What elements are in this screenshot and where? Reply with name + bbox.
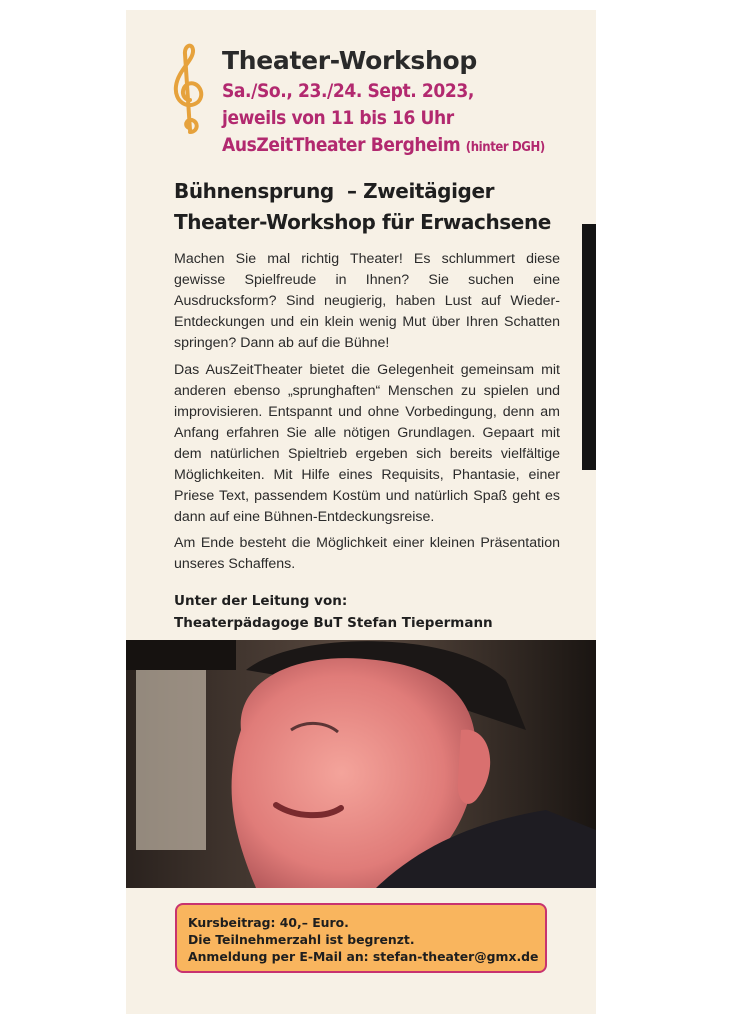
headline-line-1: Bühnensprung – Zweitägiger [174,179,495,203]
course-fee: Kursbeitrag: 40,– Euro. [188,915,349,930]
paragraph-intro: Machen Sie mal richtig Theater! Es schlummert diese gewisse Spielfreude in Ihnen? Sie suchen eine Ausdrucksform? Sind neugierig, haben Lust auf Wieder-Entdeckungen und ein klein wenig Mut über Ihren Schatten springen? Dann ab auf die Bühne! [174,251,560,351]
workshop-headline [174,176,551,238]
registration-email: Anmeldung per E-Mail an: stefan-theater@gmx.de [188,949,539,964]
decorative-side-bar [582,224,596,470]
event-date: Sa./So., 23./24. Sept. 2023, [222,80,474,102]
description [174,249,560,580]
event-time: jeweils von 11 bis 16 Uhr [222,107,454,129]
event-header [222,44,545,161]
venue-name: AusZeitTheater Bergheim [222,134,461,156]
paragraph-ending: Am Ende besteht die Möglichkeit einer kleinen Präsentation unseres Schaffens. [174,535,560,572]
paragraph-details: Das AusZeitTheater bietet die Gelegenheit gemeinsam mit anderen ebenso „sprunghaften“ Menschen zu spielen und improvisieren. Entspannt und ohne Vorbedingung, denn am Anfang erfahren Sie alle nötigen Grundlagen. Gepaart mit dem natürlichen Spieltrieb ergeben sich bereits vielfältige Möglichkeiten. Mit Hilfe eines Requisits, Phantasie, einer Priese Text, passendem Kostüm und natürlich Spaß geht es dann auf eine Bühnen-Entdeckungsreise. [174,362,560,525]
event-venue [222,132,545,161]
info-box [175,903,547,973]
participant-limit: Die Teilnehmerzahl ist begrenzt. [188,932,415,947]
event-title: Theater-Workshop [222,46,477,75]
leader-label: Unter der Leitung von: [174,593,348,609]
leader-info [174,590,493,634]
leader-name: Theaterpädagoge BuT Stefan Tiepermann [174,615,493,631]
instructor-photo [126,640,596,888]
treble-clef-icon [168,40,208,140]
headline-line-2: Theater-Workshop für Erwachsene [174,210,551,234]
venue-note: (hinter DGH) [465,140,545,155]
